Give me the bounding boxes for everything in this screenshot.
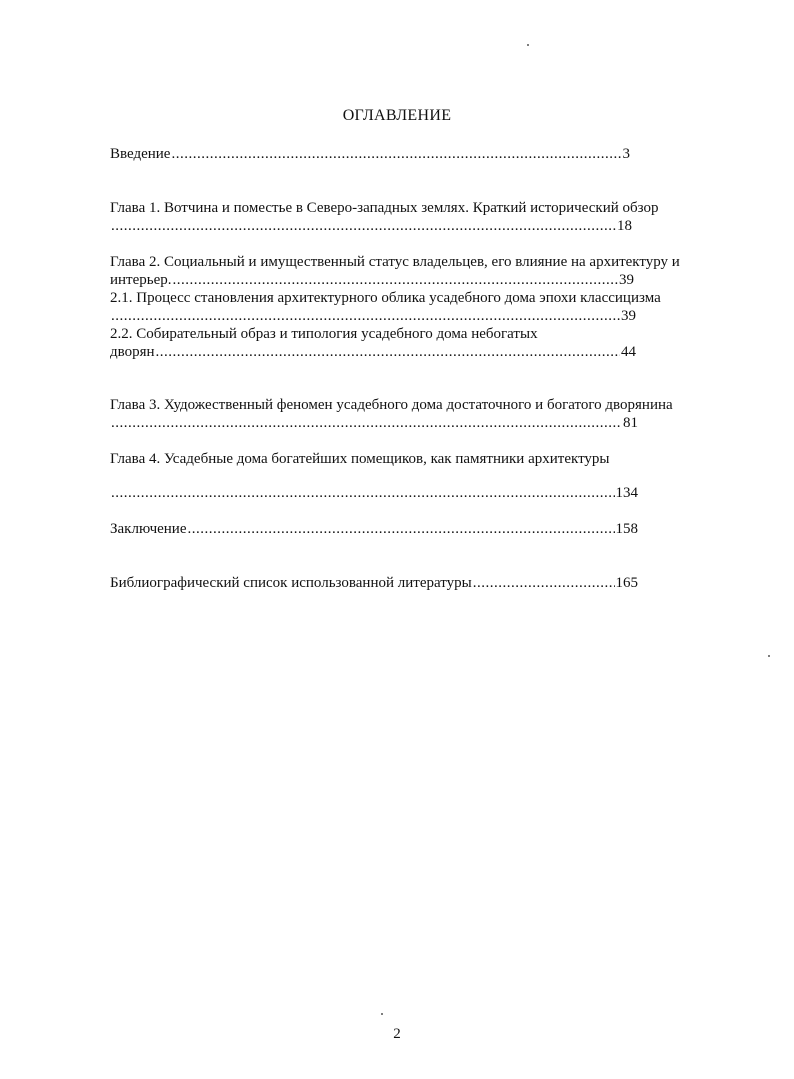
page-number: 2	[393, 1026, 401, 1042]
toc-entry-chapter2	[110, 271, 634, 289]
toc-entry-label: Заключение	[110, 521, 187, 537]
leader-dots	[473, 574, 615, 592]
leader-dots	[171, 145, 621, 163]
leader-dots	[111, 217, 616, 235]
toc-entry-chapter1	[110, 217, 632, 235]
toc-entry-page: 158	[615, 521, 638, 537]
toc-entry-chapter2-label: Глава 2. Социальный и имущественный статус владельцев, его влияние на архитектуру и	[110, 254, 680, 270]
toc-entry-chapter1-label: Глава 1. Вотчина и поместье в Северо-западных землях. Краткий исторический обзор	[110, 200, 659, 216]
toc-entry-chapter4-label: Глава 4. Усадебные дома богатейших помещиков, как памятники архитектуры	[110, 451, 610, 467]
toc-entry-chapter4	[110, 484, 638, 502]
toc-entry-section2-1	[110, 307, 636, 325]
toc-entry-chapter3	[110, 414, 638, 432]
toc-entry-page: 39	[619, 272, 634, 288]
leader-dots	[111, 414, 622, 432]
toc-entry-label: дворян	[110, 344, 155, 360]
leader-dots	[173, 271, 618, 289]
toc-entry-chapter3-label: Глава 3. Художественный феномен усадебного дома достаточного и богатого дворянина	[110, 397, 673, 413]
toc-entry-page: 81	[623, 415, 638, 431]
toc-entry-section2-2-label: 2.2. Собирательный образ и типология усадебного дома небогатых	[110, 326, 538, 342]
leader-dots	[156, 343, 620, 361]
leader-dots	[111, 484, 615, 502]
toc-entry-page: 18	[617, 218, 632, 234]
leader-dots	[111, 307, 620, 325]
toc-entry-section2-1-label: 2.1. Процесс становления архитектурного облика усадебного дома эпохи классицизма	[110, 290, 661, 306]
toc-entry-label: Библиографический список использованной литературы	[110, 575, 472, 591]
toc-entry-bibliography	[110, 574, 638, 592]
toc-entry-page: 134	[615, 485, 638, 501]
toc-entry-conclusion	[110, 520, 638, 538]
toc-entry-intro	[110, 145, 630, 163]
scan-speck	[768, 655, 770, 657]
leader-dots	[188, 520, 615, 538]
toc-entry-label: интерьер.	[110, 272, 172, 288]
toc-title: ОГЛАВЛЕНИЕ	[342, 107, 452, 124]
toc-entry-page: 165	[615, 575, 638, 591]
toc-entry-page: 39	[621, 308, 636, 324]
scan-speck	[527, 44, 529, 46]
toc-entry-page: 3	[622, 146, 630, 162]
toc-entry-page: 44	[621, 344, 636, 360]
toc-entry-label: Введение	[110, 146, 171, 162]
scan-speck	[381, 1013, 383, 1015]
toc-entry-section2-2	[110, 343, 636, 361]
